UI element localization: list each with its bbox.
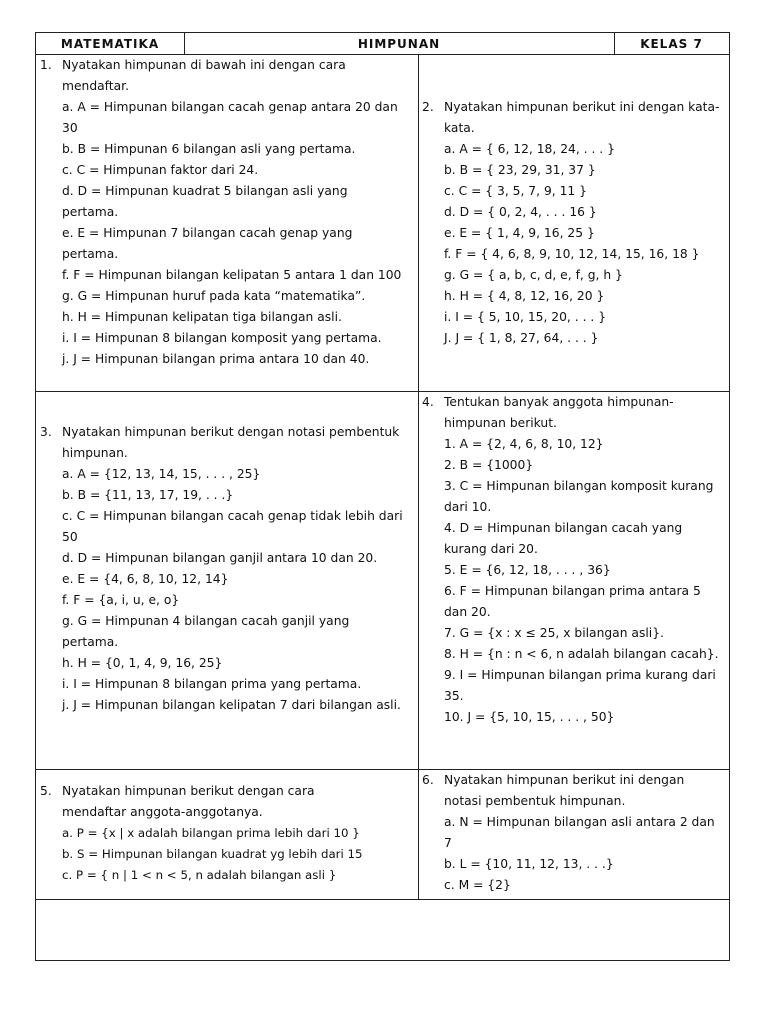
list-item: j. J = Himpunan bilangan prima antara 10 dan 40.: [62, 352, 370, 366]
question-6: [418, 770, 729, 896]
list-item: f. F = { 4, 6, 8, 9, 10, 12, 14, 15, 16, 18 }: [444, 247, 700, 261]
worksheet: [35, 32, 730, 961]
list-item: 9. I = Himpunan bilangan prima kurang dari 35.: [444, 668, 716, 703]
list-item: c. C = { 3, 5, 7, 9, 11 }: [444, 184, 587, 198]
list-item: b. B = {11, 13, 17, 19, . . .}: [62, 488, 234, 502]
question-3-row: [40, 422, 406, 716]
list-item: a. A = { 6, 12, 18, 24, . . . }: [444, 142, 615, 156]
question-2-body: [444, 97, 721, 349]
list-item: i. I = Himpunan 8 bilangan prima yang pertama.: [62, 677, 362, 691]
question-5-instruction: Nyatakan himpunan berikut dengan cara mendaftar anggota-anggotanya.: [62, 784, 315, 819]
question-6-list: [444, 812, 721, 896]
question-3-body: [62, 422, 406, 716]
question-3-list: [62, 464, 406, 716]
list-item: 1. A = {2, 4, 6, 8, 10, 12}: [444, 437, 604, 451]
list-item: d. D = Himpunan kuadrat 5 bilangan asli yang pertama.: [62, 184, 348, 219]
list-item: b. S = Himpunan bilangan kuadrat yg lebih dari 15: [62, 847, 363, 861]
question-4-number: 4.: [422, 395, 434, 409]
question-5: [36, 781, 418, 886]
list-item: g. G = Himpunan huruf pada kata “matematika”.: [62, 289, 366, 303]
list-item: 5. E = {6, 12, 18, . . . , 36}: [444, 563, 611, 577]
question-5-body: [62, 781, 414, 886]
list-item: f. F = Himpunan bilangan kelipatan 5 antara 1 dan 100: [62, 268, 402, 282]
list-item: e. E = Himpunan 7 bilangan cacah genap yang pertama.: [62, 226, 353, 261]
question-4-instruction: Tentukan banyak anggota himpunan-himpunan berikut.: [444, 395, 674, 430]
header-divider-2: [614, 33, 615, 55]
question-6-body: [444, 770, 721, 896]
question-4-body: [444, 392, 721, 728]
question-1-row: [40, 55, 406, 370]
list-item: g. G = Himpunan 4 bilangan cacah ganjil yang pertama.: [62, 614, 350, 649]
question-6-row: [422, 770, 721, 896]
question-1: [36, 55, 418, 370]
header-grade: KELAS 7: [614, 33, 729, 55]
list-item: b. L = {10, 11, 12, 13, . . .}: [444, 857, 614, 871]
list-item: h. H = {0, 1, 4, 9, 16, 25}: [62, 656, 223, 670]
question-2-number: 2.: [422, 100, 434, 114]
header-subject: MATEMATIKA: [36, 33, 184, 55]
question-1-list: [62, 97, 406, 370]
question-1-instruction: Nyatakan himpunan di bawah ini dengan cara mendaftar.: [62, 58, 346, 93]
question-5-row: [40, 781, 414, 886]
list-item: 3. C = Himpunan bilangan komposit kurang dari 10.: [444, 479, 714, 514]
list-item: f. F = {a, i, u, e, o}: [62, 593, 180, 607]
question-2-instruction: Nyatakan himpunan berikut ini dengan kata-kata.: [444, 100, 720, 135]
list-item: c. C = Himpunan faktor dari 24.: [62, 163, 259, 177]
list-item: 7. G = {x : x ≤ 25, x bilangan asli}.: [444, 626, 664, 640]
question-6-instruction: Nyatakan himpunan berikut ini dengan notasi pembentuk himpunan.: [444, 773, 685, 808]
question-1-number: 1.: [40, 58, 52, 72]
list-item: g. G = { a, b, c, d, e, f, g, h }: [444, 268, 623, 282]
list-item: J. J = { 1, 8, 27, 64, . . . }: [444, 331, 599, 345]
list-item: h. H = Himpunan kelipatan tiga bilangan asli.: [62, 310, 342, 324]
question-6-number: 6.: [422, 773, 434, 787]
list-item: c. P = { n | 1 < n < 5, n adalah bilangan asli }: [62, 868, 337, 882]
question-2: [418, 97, 729, 349]
list-item: e. E = {4, 6, 8, 10, 12, 14}: [62, 572, 229, 586]
list-item: 6. F = Himpunan bilangan prima antara 5 dan 20.: [444, 584, 701, 619]
question-4-row: [422, 392, 721, 728]
list-item: c. M = {2}: [444, 878, 511, 892]
list-item: b. B = Himpunan 6 bilangan asli yang pertama.: [62, 142, 356, 156]
list-item: 2. B = {1000}: [444, 458, 534, 472]
list-item: h. H = { 4, 8, 12, 16, 20 }: [444, 289, 605, 303]
question-1-body: [62, 55, 406, 370]
question-3-instruction: Nyatakan himpunan berikut dengan notasi pembentuk himpunan.: [62, 425, 400, 460]
question-3-number: 3.: [40, 425, 52, 439]
list-item: a. A = {12, 13, 14, 15, . . . , 25}: [62, 467, 261, 481]
list-item: i. I = { 5, 10, 15, 20, . . . }: [444, 310, 607, 324]
empty-answer-area: [36, 900, 729, 960]
list-item: c. C = Himpunan bilangan cacah genap tidak lebih dari 50: [62, 509, 403, 544]
list-item: 4. D = Himpunan bilangan cacah yang kurang dari 20.: [444, 521, 683, 556]
list-item: a. P = {x | x adalah bilangan prima lebih dari 10 }: [62, 826, 360, 840]
question-2-list: [444, 139, 721, 349]
header-divider-1: [184, 33, 185, 55]
question-4: [418, 392, 729, 728]
list-item: 8. H = {n : n < 6, n adalah bilangan cacah}.: [444, 647, 719, 661]
question-4-list: [444, 434, 721, 728]
list-item: j. J = Himpunan bilangan kelipatan 7 dari bilangan asli.: [62, 698, 401, 712]
header-topic: HIMPUNAN: [184, 33, 614, 55]
question-5-list: [62, 823, 414, 886]
question-5-number: 5.: [40, 784, 52, 798]
list-item: a. N = Himpunan bilangan asli antara 2 dan 7: [444, 815, 715, 850]
list-item: i. I = Himpunan 8 bilangan komposit yang pertama.: [62, 331, 382, 345]
list-item: 10. J = {5, 10, 15, . . . , 50}: [444, 710, 615, 724]
list-item: e. E = { 1, 4, 9, 16, 25 }: [444, 226, 595, 240]
question-3: [36, 422, 418, 716]
list-item: b. B = { 23, 29, 31, 37 }: [444, 163, 596, 177]
question-2-row: [422, 97, 721, 349]
list-item: d. D = Himpunan bilangan ganjil antara 10 dan 20.: [62, 551, 378, 565]
list-item: a. A = Himpunan bilangan cacah genap antara 20 dan 30: [62, 100, 398, 135]
list-item: d. D = { 0, 2, 4, . . . 16 }: [444, 205, 597, 219]
